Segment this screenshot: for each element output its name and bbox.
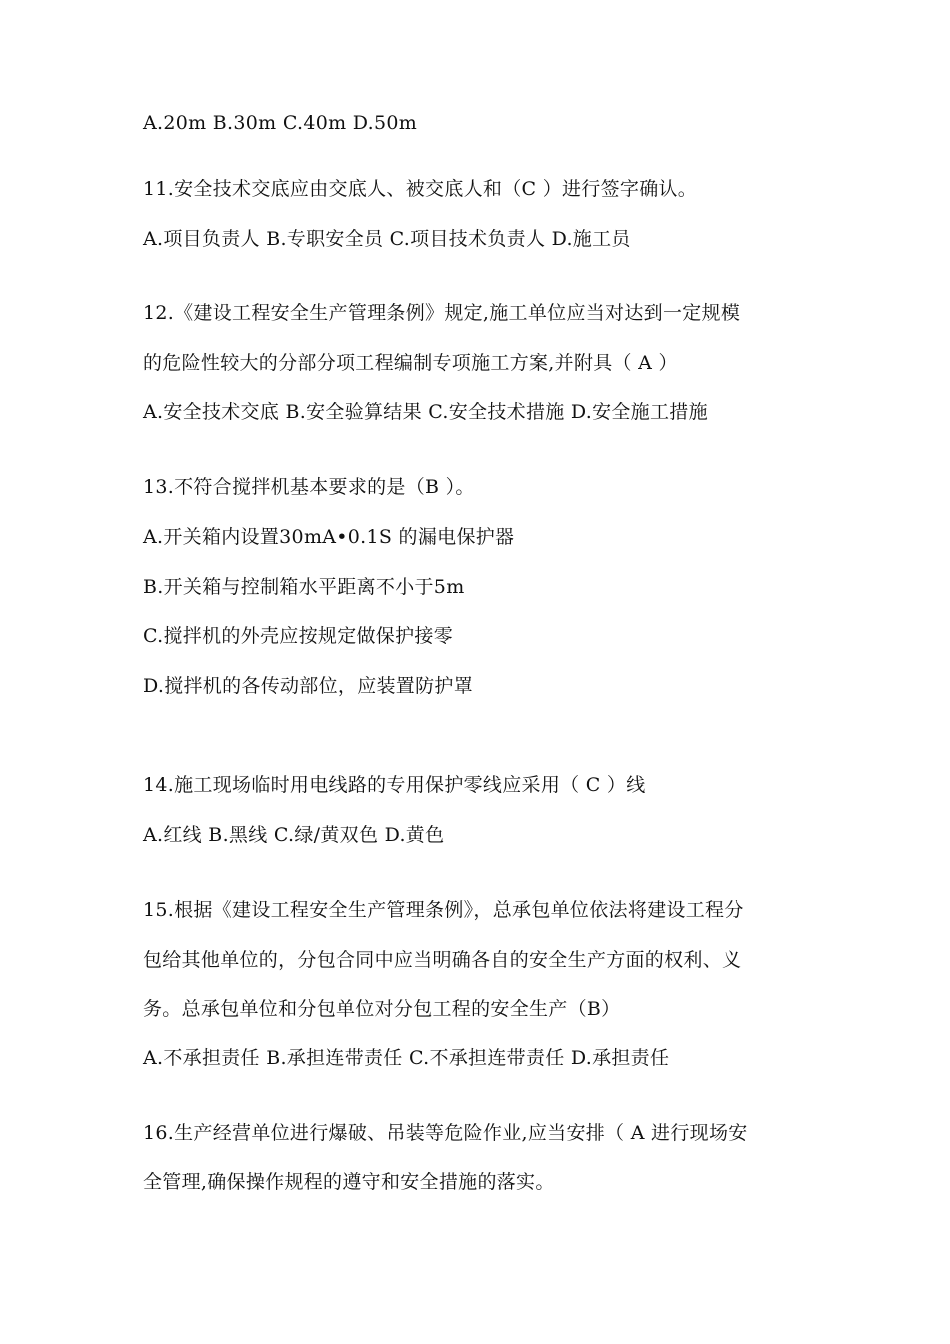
q16-question-line1: 16.生产经营单位进行爆破、吊装等危险作业,应当安排（ A 进行现场安 xyxy=(143,1122,748,1144)
q12-options: A.安全技术交底 B.安全验算结果 C.安全技术措施 D.安全施工措施 xyxy=(143,401,708,423)
q13-option-a: A.开关箱内设置30mA•0.1S 的漏电保护器 xyxy=(143,526,515,548)
q14-options: A.红线 B.黑线 C.绿/黄双色 D.黄色 xyxy=(143,824,445,846)
q14-question: 14.施工现场临时用电线路的专用保护零线应采用（ C ）线 xyxy=(143,774,646,796)
q13-option-d: D.搅拌机的各传动部位，应装置防护罩 xyxy=(143,675,473,697)
q15-options: A.不承担责任 B.承担连带责任 C.不承担连带责任 D.承担责任 xyxy=(143,1047,670,1069)
q10-options: A.20m B.30m C.40m D.50m xyxy=(143,112,418,134)
q11-options: A.项目负责人 B.专职安全员 C.项目技术负责人 D.施工员 xyxy=(143,228,631,250)
q15-question-line3: 务。总承包单位和分包单位对分包工程的安全生产（B） xyxy=(143,998,621,1020)
q12-question-line1: 12.《建设工程安全生产管理条例》规定,施工单位应当对达到一定规模 xyxy=(143,302,741,324)
q15-question-line1: 15.根据《建设工程安全生产管理条例》，总承包单位依法将建设工程分 xyxy=(143,899,744,921)
q15-question-line2: 包给其他单位的，分包合同中应当明确各自的安全生产方面的权利、义 xyxy=(143,949,742,971)
q12-question-line2: 的危险性较大的分部分项工程编制专项施工方案,并附具（ A ） xyxy=(143,352,678,374)
q16-question-line2: 全管理,确保操作规程的遵守和安全措施的落实。 xyxy=(143,1171,555,1193)
q13-question: 13.不符合搅拌机基本要求的是（B ）。 xyxy=(143,476,475,498)
q13-option-b: B.开关箱与控制箱水平距离不小于5m xyxy=(143,576,465,598)
q11-question: 11.安全技术交底应由交底人、被交底人和（C ）进行签字确认。 xyxy=(143,178,698,200)
q13-option-c: C.搅拌机的外壳应按规定做保护接零 xyxy=(143,625,454,647)
